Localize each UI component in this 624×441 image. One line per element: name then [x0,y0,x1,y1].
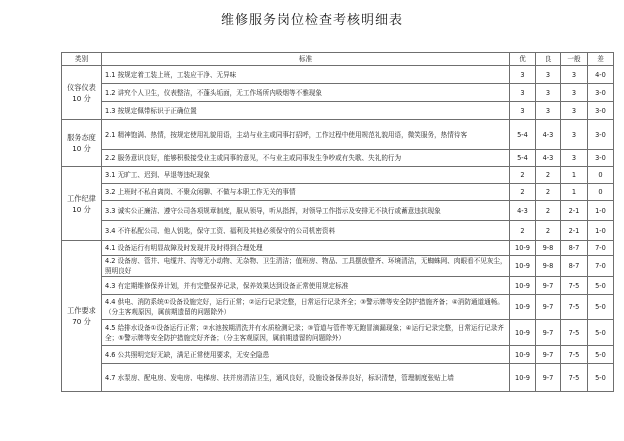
table-row [62,221,614,241]
average-score-cell: 7-5 [561,346,588,364]
standard-cell: 1.2 讲究个人卫生，仪表整洁，不蓬头垢面，无工作场所内吸烟等不雅现象 [102,84,510,102]
standard-cell: 3.1 无旷工、迟到、早退等违纪现象 [102,167,510,184]
average-score-cell: 7-5 [561,320,588,346]
good-score-cell: 3 [536,84,561,102]
page-title: 维修服务岗位检查考核明细表 [220,13,403,28]
good-score-cell: 9-7 [536,364,561,392]
category-name: 工作要求 [67,306,96,315]
poor-score-cell: 1-0 [588,201,614,221]
table-row [62,295,614,320]
category-cell [62,167,102,241]
average-score-cell: 1 [561,167,588,184]
standard-cell: 4.5 给排水设备①设备运行正常；②水池按期清洗并有水质检测记录；③管道与管件等无跑冒滴漏现象；④运行记录完整，日常运行记录齐全；⑤警示牌等安全防护措施完好齐备；（分主客观原因，属前期遗留的问题除外） [102,320,510,346]
average-score-cell: 3 [561,84,588,102]
excellent-score-cell: 10-9 [510,364,536,392]
standard-cell: 4.6 公共照明完好无缺，满足正常使用要求，无安全隐患 [102,346,510,364]
average-score-cell: 3 [561,150,588,167]
header-row [62,53,614,66]
good-score-cell: 9-8 [536,256,561,277]
poor-score-cell: 3-0 [588,102,614,120]
standard-cell: 3.4 不许私配公司、他人钥匙，保守工资、福利及其他必须保守的公司机密资料 [102,221,510,241]
category-cell [62,241,102,392]
good-score-cell: 3 [536,102,561,120]
poor-score-cell: 3-0 [588,120,614,150]
table-row [62,241,614,256]
table-row [62,277,614,295]
good-score-cell: 2 [536,221,561,241]
average-score-cell: 2-1 [561,201,588,221]
excellent-score-cell: 4-3 [510,201,536,221]
average-score-cell: 2-1 [561,221,588,241]
category-cell [62,66,102,120]
table-row [62,184,614,201]
table-row [62,256,614,277]
good-score-cell: 9-8 [536,241,561,256]
good-score-cell: 4-3 [536,120,561,150]
poor-score-cell: 3-0 [588,84,614,102]
standard-cell: 1.1 按规定着工装上班，工装应干净、无异味 [102,66,510,84]
average-score-cell: 7-5 [561,295,588,320]
excellent-score-cell: 2 [510,184,536,201]
excellent-score-cell: 10-9 [510,241,536,256]
category-cell [62,120,102,167]
poor-score-cell: 0 [588,167,614,184]
poor-score-cell: 5-0 [588,346,614,364]
good-score-cell: 2 [536,184,561,201]
category-score: 10 分 [72,93,91,103]
poor-score-cell: 5-0 [588,277,614,295]
standard-cell: 4.2 设备房、管井、电缆井、沟等无小动物、无杂物、卫生清洁；值班房、物品、工具摆放整齐、环境清洁，无蜘蛛网、肉眼看不见灰尘，照明良好 [102,256,510,277]
poor-score-cell: 0 [588,184,614,201]
table-row [62,84,614,102]
poor-score-cell: 4-0 [588,66,614,84]
category-name: 仪容仪表 [67,82,96,92]
standard-cell: 1.3 按规定佩带标识于正确位置 [102,102,510,120]
good-score-cell: 4-3 [536,150,561,167]
good-score-cell: 9-7 [536,295,561,320]
excellent-score-cell: 5-4 [510,120,536,150]
excellent-score-cell: 3 [510,66,536,84]
excellent-score-cell: 3 [510,102,536,120]
excellent-score-cell: 3 [510,84,536,102]
good-score-cell: 9-7 [536,320,561,346]
category-name: 工作纪律 [67,193,96,203]
average-score-cell: 8-7 [561,256,588,277]
poor-score-cell: 5-0 [588,295,614,320]
average-score-cell: 7-5 [561,277,588,295]
standard-cell: 3.3 诚实公正廉洁、遵守公司各项规章制度，服从领导，听从指挥，对领导工作指示及安排无不执行或蓄意违抗现象 [102,201,510,221]
standard-cell: 2.1 精神饱满、热情，按规定使用礼貌用语，主动与业主或同事打招呼，工作过程中使用规范礼貌用语，微笑服务，热情待客 [102,120,510,150]
average-score-cell: 3 [561,102,588,120]
excellent-score-cell: 10-9 [510,320,536,346]
category-score: 10 分 [72,144,91,153]
average-score-cell: 3 [561,66,588,84]
standard-cell: 3.2 上班时不私自离岗、不聚众闲聊、不做与本职工作无关的事情 [102,184,510,201]
average-score-cell: 1 [561,184,588,201]
excellent-score-cell: 5-4 [510,150,536,167]
good-score-cell: 9-7 [536,346,561,364]
header-poor: 差 [588,53,614,66]
standard-cell: 4.4 供电、消防系统①设备设施完好，运行正常；②运行记录完整，日常运行记录齐全；③警示牌等安全防护措施齐备；④消防通道通畅。（分主客观原因，属前期遗留的问题除外） [102,295,510,320]
standard-cell: 2.2 服务意识良好，能够积极接受业主或同事的意见，不与业主或同事发生争吵或有失歌、失礼的行为 [102,150,510,167]
good-score-cell: 3 [536,66,561,84]
good-score-cell: 2 [536,167,561,184]
table-row [62,320,614,346]
category-score: 70 分 [72,317,91,326]
good-score-cell: 2 [536,201,561,221]
poor-score-cell: 1-0 [588,221,614,241]
standard-cell: 4.3 有定期维修保养计划，并有完整保养记录，保养效果达到设备正常使用规定标准 [102,277,510,295]
table-row [62,201,614,221]
table-row [62,346,614,364]
excellent-score-cell: 10-9 [510,277,536,295]
average-score-cell: 8-7 [561,241,588,256]
poor-score-cell: 5-0 [588,320,614,346]
excellent-score-cell: 10-9 [510,256,536,277]
table-row [62,66,614,84]
category-score: 10 分 [72,204,91,214]
average-score-cell: 7-5 [561,364,588,392]
poor-score-cell: 7-0 [588,256,614,277]
header-excellent: 优 [510,53,536,66]
table-row [62,102,614,120]
header-category: 类别 [62,53,102,66]
good-score-cell: 9-7 [536,277,561,295]
average-score-cell: 3 [561,120,588,150]
poor-score-cell: 7-0 [588,241,614,256]
table-row [62,120,614,150]
excellent-score-cell: 10-9 [510,295,536,320]
header-standard: 标准 [102,53,510,66]
inspection-table [61,52,614,392]
table-body [62,66,614,392]
standard-cell: 4.7 水泵房、配电房、发电房、电梯房、扶并房清洁卫生，通风良好，设施设备保养良好，标识清楚，管理制度张贴上墙 [102,364,510,392]
table-row [62,364,614,392]
header-good: 良 [536,53,561,66]
excellent-score-cell: 2 [510,221,536,241]
excellent-score-cell: 2 [510,167,536,184]
poor-score-cell: 3-0 [588,150,614,167]
table-row [62,150,614,167]
standard-cell: 4.1 设备运行有明显故障及时发现并及时得到合理处理 [102,241,510,256]
header-average: 一般 [561,53,588,66]
excellent-score-cell: 10-9 [510,346,536,364]
poor-score-cell: 5-0 [588,364,614,392]
table-row [62,167,614,184]
category-name: 服务态度 [67,133,96,142]
